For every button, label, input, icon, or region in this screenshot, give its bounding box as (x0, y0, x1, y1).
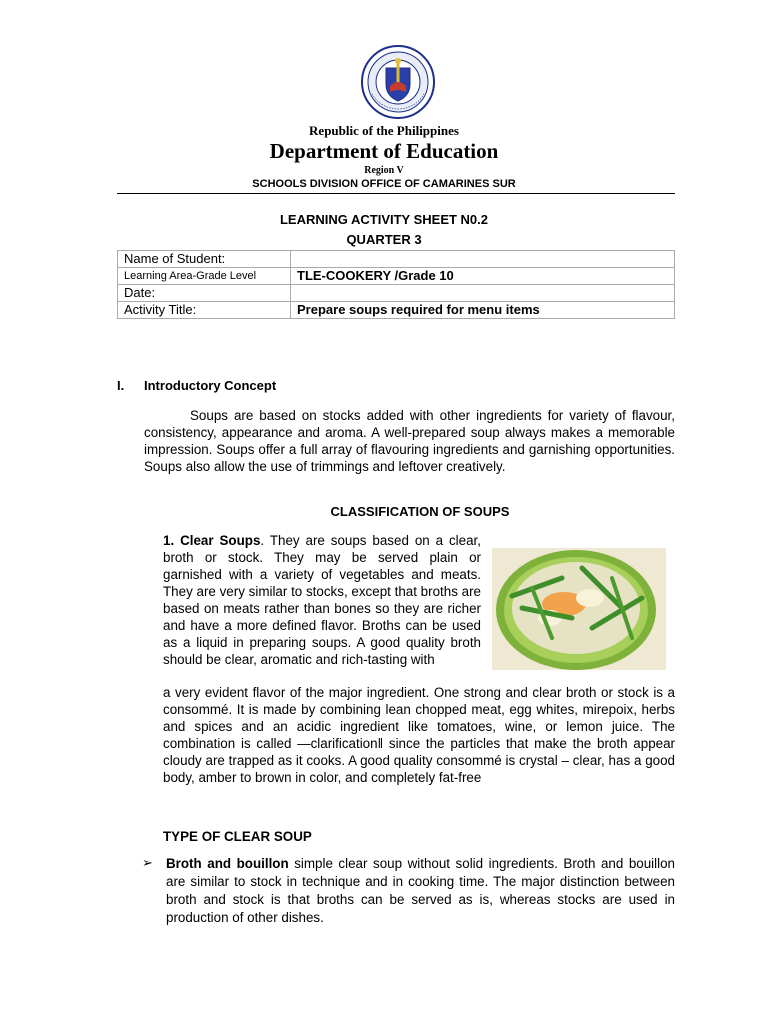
table-row (118, 285, 675, 302)
learning-area-value: TLE-COOKERY /Grade 10 (291, 268, 675, 285)
table-row (118, 302, 675, 319)
date-label: Date: (118, 285, 291, 302)
soup-bowl-image (492, 548, 666, 670)
department-heading: Department of Education (269, 139, 499, 163)
arrow-bullet-icon: ➢ (142, 855, 153, 870)
table-row (118, 268, 675, 285)
deped-seal-logo (360, 44, 436, 120)
clear-soup-photo (492, 548, 666, 670)
activity-title-label: Activity Title: (118, 302, 291, 319)
region-heading: Region V (364, 165, 404, 176)
republic-heading: Republic of the Philippines (309, 123, 459, 138)
clear-soup-types-heading: TYPE OF CLEAR SOUP (163, 829, 312, 844)
date-value[interactable] (291, 285, 675, 302)
sheet-title: LEARNING ACTIVITY SHEET N0.2 (279, 212, 489, 227)
student-info-table (117, 250, 675, 319)
table-row (118, 251, 675, 268)
clear-soups-label: 1. Clear Soups (163, 533, 261, 548)
classification-heading: CLASSIFICATION OF SOUPS (330, 504, 510, 519)
name-value[interactable] (291, 251, 675, 268)
broth-bouillon-paragraph (166, 855, 675, 927)
activity-title-value: Prepare soups required for menu items (291, 302, 675, 319)
quarter-label: QUARTER 3 (346, 232, 422, 247)
section-title: Introductory Concept (144, 378, 277, 393)
header-divider (117, 193, 675, 194)
clear-soups-text: . They are soups based on a clear, broth or stock. They may be served plain or garnished with a variety of vegetables and meats. They are very similar to stocks, except that broths are based on meats rather than bones so they are richer and have a more defined flavor. Broths can be used as a liquid in preparing soups. A good quality broth should be clear, aromatic and rich-tasting with (163, 533, 481, 667)
section-number: I. (117, 378, 125, 393)
learning-area-label: Learning Area-Grade Level (118, 268, 291, 285)
clear-soups-continued: a very evident flavor of the major ingredient. One strong and clear broth or stock is a consommé. It is made by combining lean chopped meat, egg whites, mirepoix, herbs and spices and an acidic ingredient like tomatoes, wine, or lemon juice. The combination is called ―clarification‖ since the particles that make the broth appear cloudy are trapped as it cooks. A good quality consommé is crystal – clear, has a good body, amber to brown in color, and completely fat-free (163, 685, 675, 785)
division-heading: SCHOOLS DIVISION OFFICE OF CAMARINES SUR (252, 178, 516, 190)
broth-text: simple clear soup without solid ingredients. Broth and bouillon are similar to stock in technique and in cooking time. The major distinction between broth and stock is that broths can be served as is, whereas stocks are used in production of other dishes. (166, 856, 675, 925)
intro-paragraph (144, 407, 675, 475)
name-label: Name of Student: (118, 251, 291, 268)
broth-label: Broth and bouillon (166, 856, 289, 871)
intro-text: Soups are based on stocks added with other ingredients for variety of flavour, consistency, appearance and aroma. A well-prepared soup always makes a memorable impression. Soups offer a full array of flavouring ingredients and garnishing opportunities. Soups also allow the use of trimmings and leftover creatively. (144, 408, 675, 474)
clear-soups-paragraph (163, 532, 481, 668)
